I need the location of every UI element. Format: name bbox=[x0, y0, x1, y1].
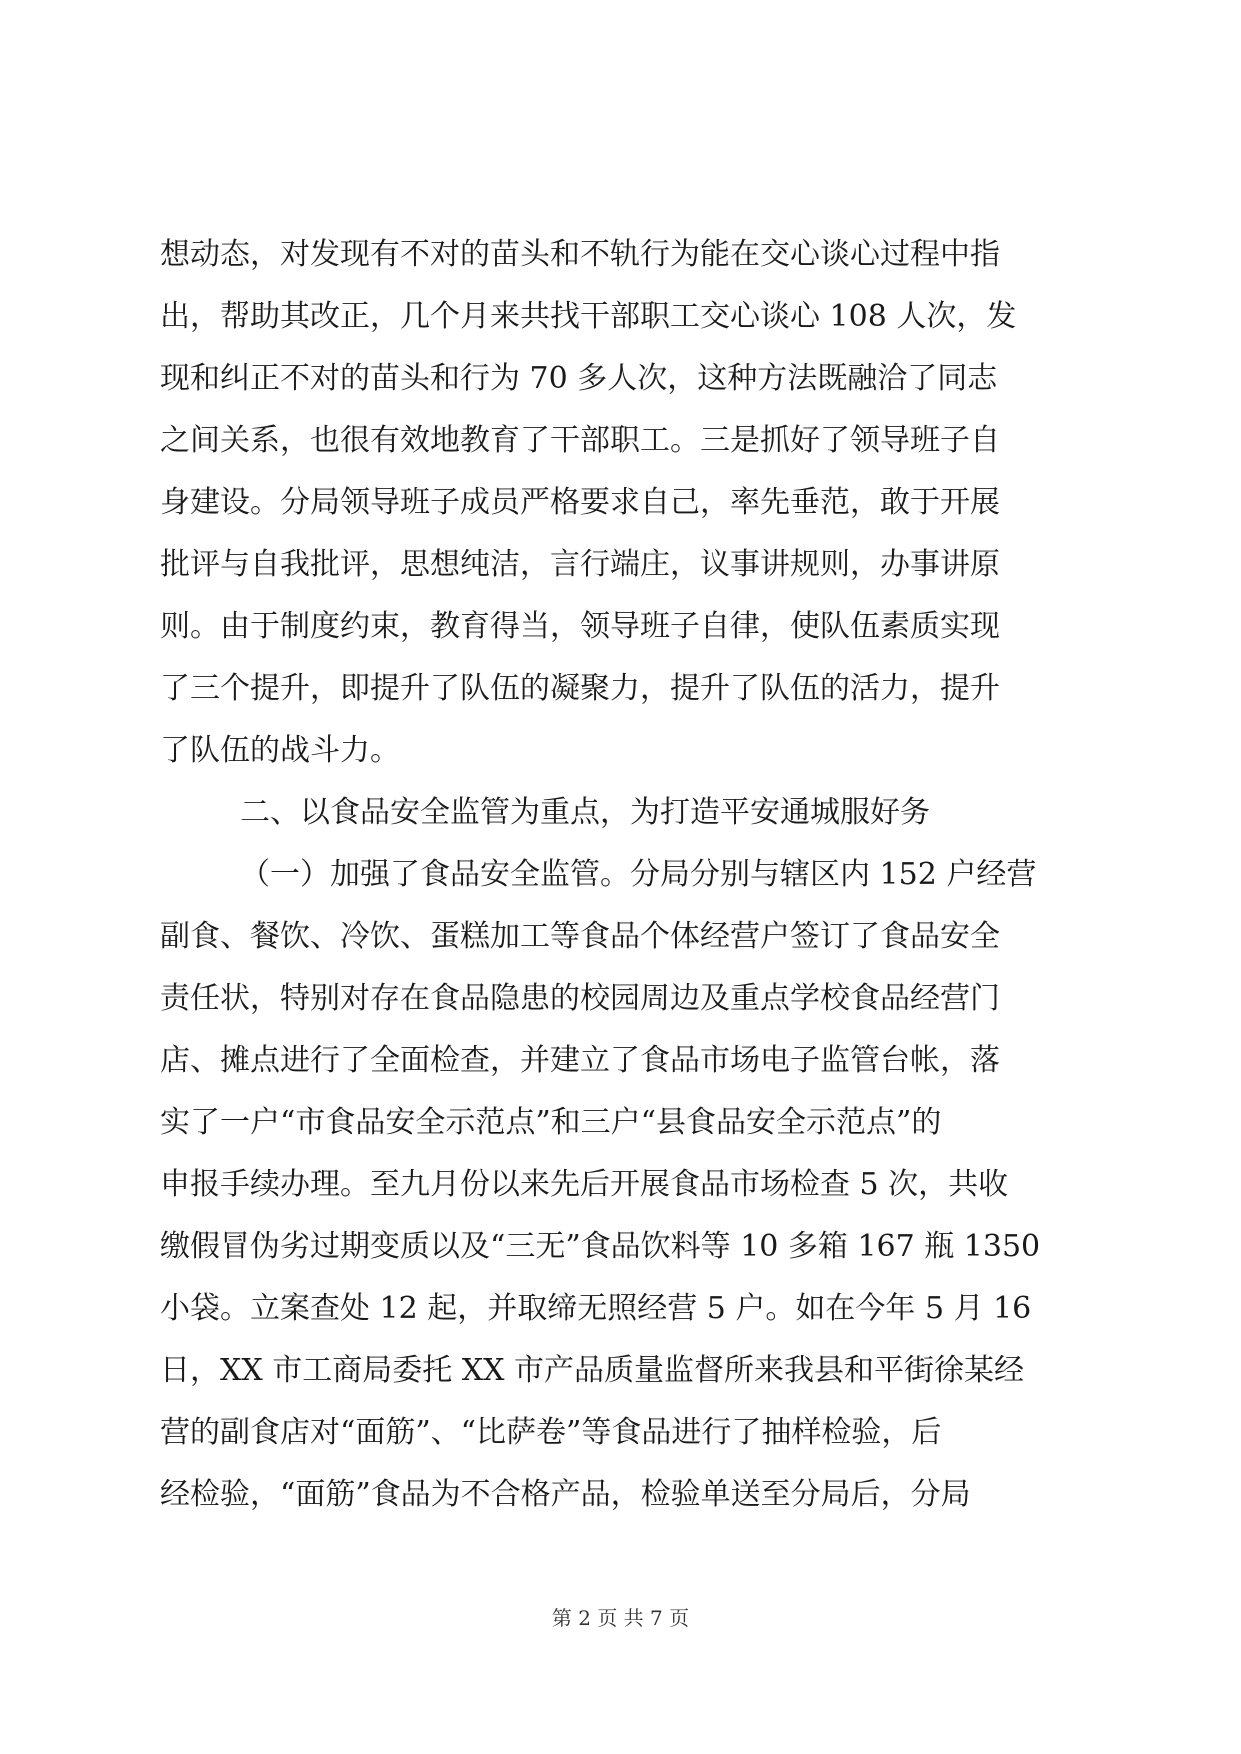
text-line: 缴假冒伪劣过期变质以及“三无”食品饮料等 10 多箱 167 瓶 1350 bbox=[160, 1229, 1041, 1264]
text-line: 了三个提升，即提升了队伍的凝聚力，提升了队伍的活力，提升 bbox=[160, 671, 1000, 706]
document-body bbox=[160, 224, 1080, 1526]
text-line: 出，帮助其改正，几个月来共找干部职工交心谈心 108 人次，发 bbox=[160, 299, 1017, 334]
text-line: 想动态，对发现有不对的苗头和不轨行为能在交心谈心过程中指 bbox=[160, 237, 1000, 272]
text-line: 日，XX 市工商局委托 XX 市产品质量监督所来我县和平街徐某经 bbox=[160, 1353, 1025, 1388]
paragraph-first-line: （一）加强了食品安全监管。分局分别与辖区内 152 户经营 bbox=[240, 857, 1037, 892]
text-line: 申报手续办理。至九月份以来先后开展食品市场检查 5 次，共收 bbox=[160, 1167, 1009, 1202]
text-line: 实了一户“市食品安全示范点”和三户“县食品安全示范点”的 bbox=[160, 1105, 942, 1140]
text-line: 店、摊点进行了全面检查，并建立了食品市场电子监管台帐，落 bbox=[160, 1043, 1000, 1078]
text-line: 营的副食店对“面筋”、“比萨卷”等食品进行了抽样检验，后 bbox=[160, 1415, 942, 1450]
page-number: 第 2 页 共 7 页 bbox=[551, 1606, 690, 1630]
text-line: 副食、餐饮、冷饮、蛋糕加工等食品个体经营户签订了食品安全 bbox=[160, 919, 1000, 954]
text-line: 小袋。立案查处 12 起，并取缔无照经营 5 户。如在今年 5 月 16 bbox=[160, 1291, 1032, 1326]
text-line: 批评与自我批评，思想纯洁，言行端庄，议事讲规则，办事讲原 bbox=[160, 547, 1000, 582]
section-heading: 二、以食品安全监管为重点，为打造平安通城服好务 bbox=[240, 795, 930, 830]
text-line: 责任状，特别对存在食品隐患的校园周边及重点学校食品经营门 bbox=[160, 981, 1000, 1016]
text-line: 经检验，“面筋”食品为不合格产品，检验单送至分局后，分局 bbox=[160, 1477, 971, 1512]
text-line: 了队伍的战斗力。 bbox=[160, 733, 400, 768]
text-line: 则。由于制度约束，教育得当，领导班子自律，使队伍素质实现 bbox=[160, 609, 1000, 644]
text-line: 之间关系，也很有效地教育了干部职工。三是抓好了领导班子自 bbox=[160, 423, 1000, 458]
text-line: 身建设。分局领导班子成员严格要求自己，率先垂范，敢于开展 bbox=[160, 485, 1000, 520]
page-footer bbox=[0, 1602, 1241, 1631]
text-line: 现和纠正不对的苗头和行为 70 多人次，这种方法既融洽了同志 bbox=[160, 361, 998, 396]
